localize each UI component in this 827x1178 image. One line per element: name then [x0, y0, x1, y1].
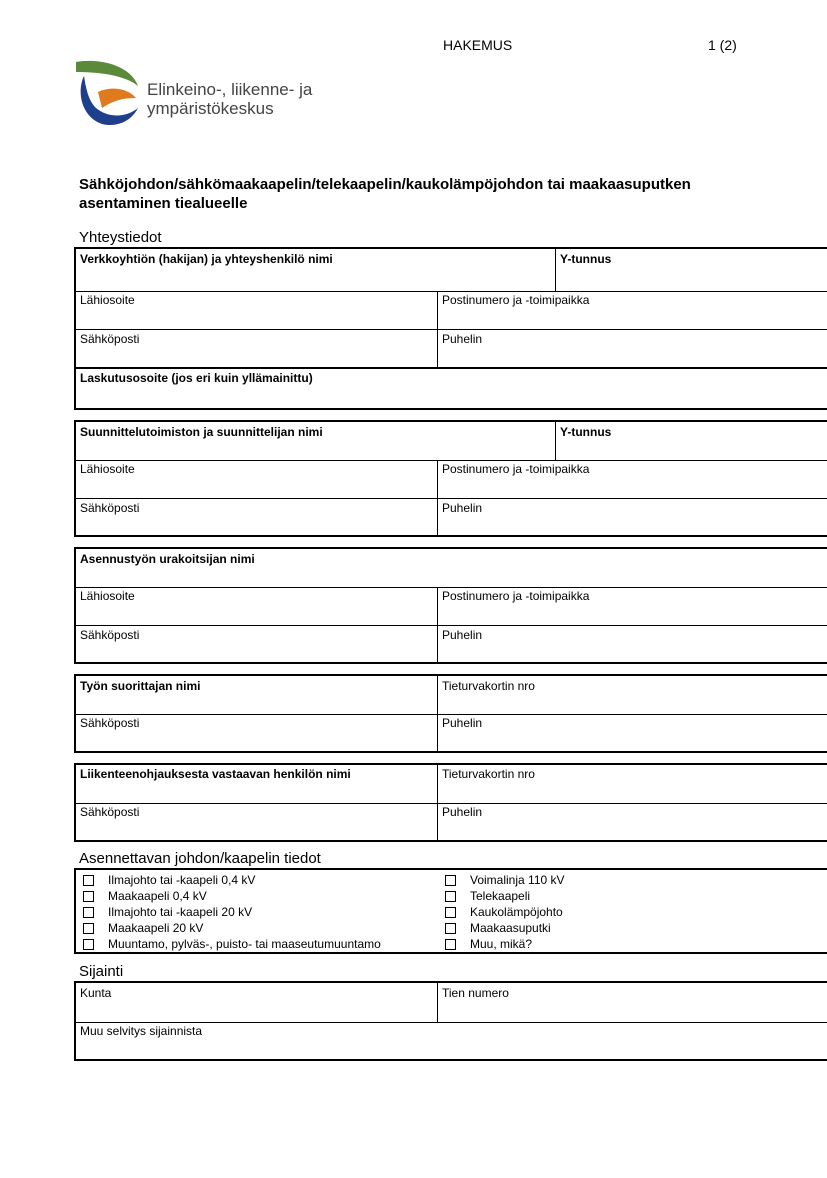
- checkbox-cable-left-2[interactable]: [83, 907, 94, 918]
- applicant-email-field[interactable]: Sähköposti: [80, 332, 140, 346]
- traffic-name-field[interactable]: Liikenteenohjauksesta vastaavan henkilön nimi: [80, 767, 351, 781]
- checkbox-cable-right-3[interactable]: [445, 923, 456, 934]
- form-title: Sähköjohdon/sähkömaakaapelin/telekaapelin/kaukolämpöjohdon tai maakaasuputken asentaminen tiealueelle: [79, 176, 691, 212]
- contractor-postal-field[interactable]: Postinumero ja -toimipaikka: [442, 589, 590, 603]
- applicant-phone-field[interactable]: Puhelin: [442, 332, 483, 346]
- contractor-box: [74, 547, 827, 664]
- contractor-email-field[interactable]: Sähköposti: [80, 628, 140, 642]
- checkbox-cable-right-4[interactable]: [445, 939, 456, 950]
- ely-logo: [72, 58, 332, 128]
- worker-email-field[interactable]: Sähköposti: [80, 716, 140, 730]
- ely-logo-mark: [72, 58, 142, 128]
- municipality-field[interactable]: Kunta: [80, 986, 112, 1000]
- applicant-postal-field[interactable]: Postinumero ja -toimipaikka: [442, 293, 590, 307]
- cable-option-label: Telekaapeli: [470, 889, 531, 903]
- section-cable-heading: Asennettavan johdon/kaapelin tiedot: [79, 850, 321, 867]
- cable-options-box: [74, 868, 827, 954]
- checkbox-cable-right-1[interactable]: [445, 891, 456, 902]
- contractor-name-field[interactable]: Asennustyön urakoitsijan nimi: [80, 552, 255, 566]
- cable-option-label: Maakaapeli 0,4 kV: [108, 889, 207, 903]
- applicant-address-field[interactable]: Lähiosoite: [80, 293, 135, 307]
- logo-text-line2: ympäristökeskus: [147, 99, 274, 118]
- page-number: 1 (2): [708, 37, 737, 53]
- cable-option-label: Kaukolämpöjohto: [470, 905, 563, 919]
- traffic-email-field[interactable]: Sähköposti: [80, 805, 140, 819]
- checkbox-cable-left-0[interactable]: [83, 875, 94, 886]
- cable-option-label: Ilmajohto tai -kaapeli 0,4 kV: [108, 873, 256, 887]
- worker-name-field[interactable]: Työn suorittajan nimi: [80, 679, 201, 693]
- traffic-phone-field[interactable]: Puhelin: [442, 805, 483, 819]
- location-details-field[interactable]: Muu selvitys sijainnista: [80, 1024, 203, 1038]
- road-number-field[interactable]: Tien numero: [442, 986, 509, 1000]
- designer-email-field[interactable]: Sähköposti: [80, 501, 140, 515]
- document-type: HAKEMUS: [443, 37, 513, 53]
- logo-text-line1: Elinkeino-, liikenne- ja: [147, 80, 313, 99]
- applicant-ytunnus-field[interactable]: Y-tunnus: [560, 252, 612, 266]
- designer-ytunnus-field[interactable]: Y-tunnus: [560, 425, 612, 439]
- cable-option-label: Muu, mikä?: [470, 937, 533, 951]
- traffic-box: [74, 763, 827, 842]
- worker-box: [74, 674, 827, 753]
- cable-option-label: Maakaapeli 20 kV: [108, 921, 204, 935]
- applicant-name-field[interactable]: Verkkoyhtiön (hakijan) ja yhteyshenkilö nimi: [80, 252, 333, 266]
- cable-option-label: Ilmajohto tai -kaapeli 20 kV: [108, 905, 253, 919]
- section-contact-heading: Yhteystiedot: [79, 229, 162, 246]
- applicant-box: [74, 247, 827, 410]
- designer-address-field[interactable]: Lähiosoite: [80, 462, 135, 476]
- designer-box: [74, 420, 827, 537]
- checkbox-cable-left-4[interactable]: [83, 939, 94, 950]
- checkbox-cable-left-1[interactable]: [83, 891, 94, 902]
- designer-phone-field[interactable]: Puhelin: [442, 501, 483, 515]
- checkbox-cable-left-3[interactable]: [83, 923, 94, 934]
- section-location-heading: Sijainti: [79, 963, 124, 980]
- cable-option-label: Maakaasuputki: [470, 921, 551, 935]
- contractor-phone-field[interactable]: Puhelin: [442, 628, 483, 642]
- location-box: [74, 981, 827, 1061]
- billing-address-field[interactable]: Laskutusosoite (jos eri kuin yllämainittu): [80, 371, 313, 385]
- cable-option-label: Muuntamo, pylväs-, puisto- tai maaseutumuuntamo: [108, 937, 381, 951]
- worker-phone-field[interactable]: Puhelin: [442, 716, 483, 730]
- traffic-card-field[interactable]: Tieturvakortin nro: [442, 767, 535, 781]
- checkbox-cable-right-2[interactable]: [445, 907, 456, 918]
- checkbox-cable-right-0[interactable]: [445, 875, 456, 886]
- worker-card-field[interactable]: Tieturvakortin nro: [442, 679, 535, 693]
- cable-option-label: Voimalinja 110 kV: [470, 873, 565, 887]
- contractor-address-field[interactable]: Lähiosoite: [80, 589, 135, 603]
- designer-name-field[interactable]: Suunnittelutoimiston ja suunnittelijan nimi: [80, 425, 323, 439]
- designer-postal-field[interactable]: Postinumero ja -toimipaikka: [442, 462, 590, 476]
